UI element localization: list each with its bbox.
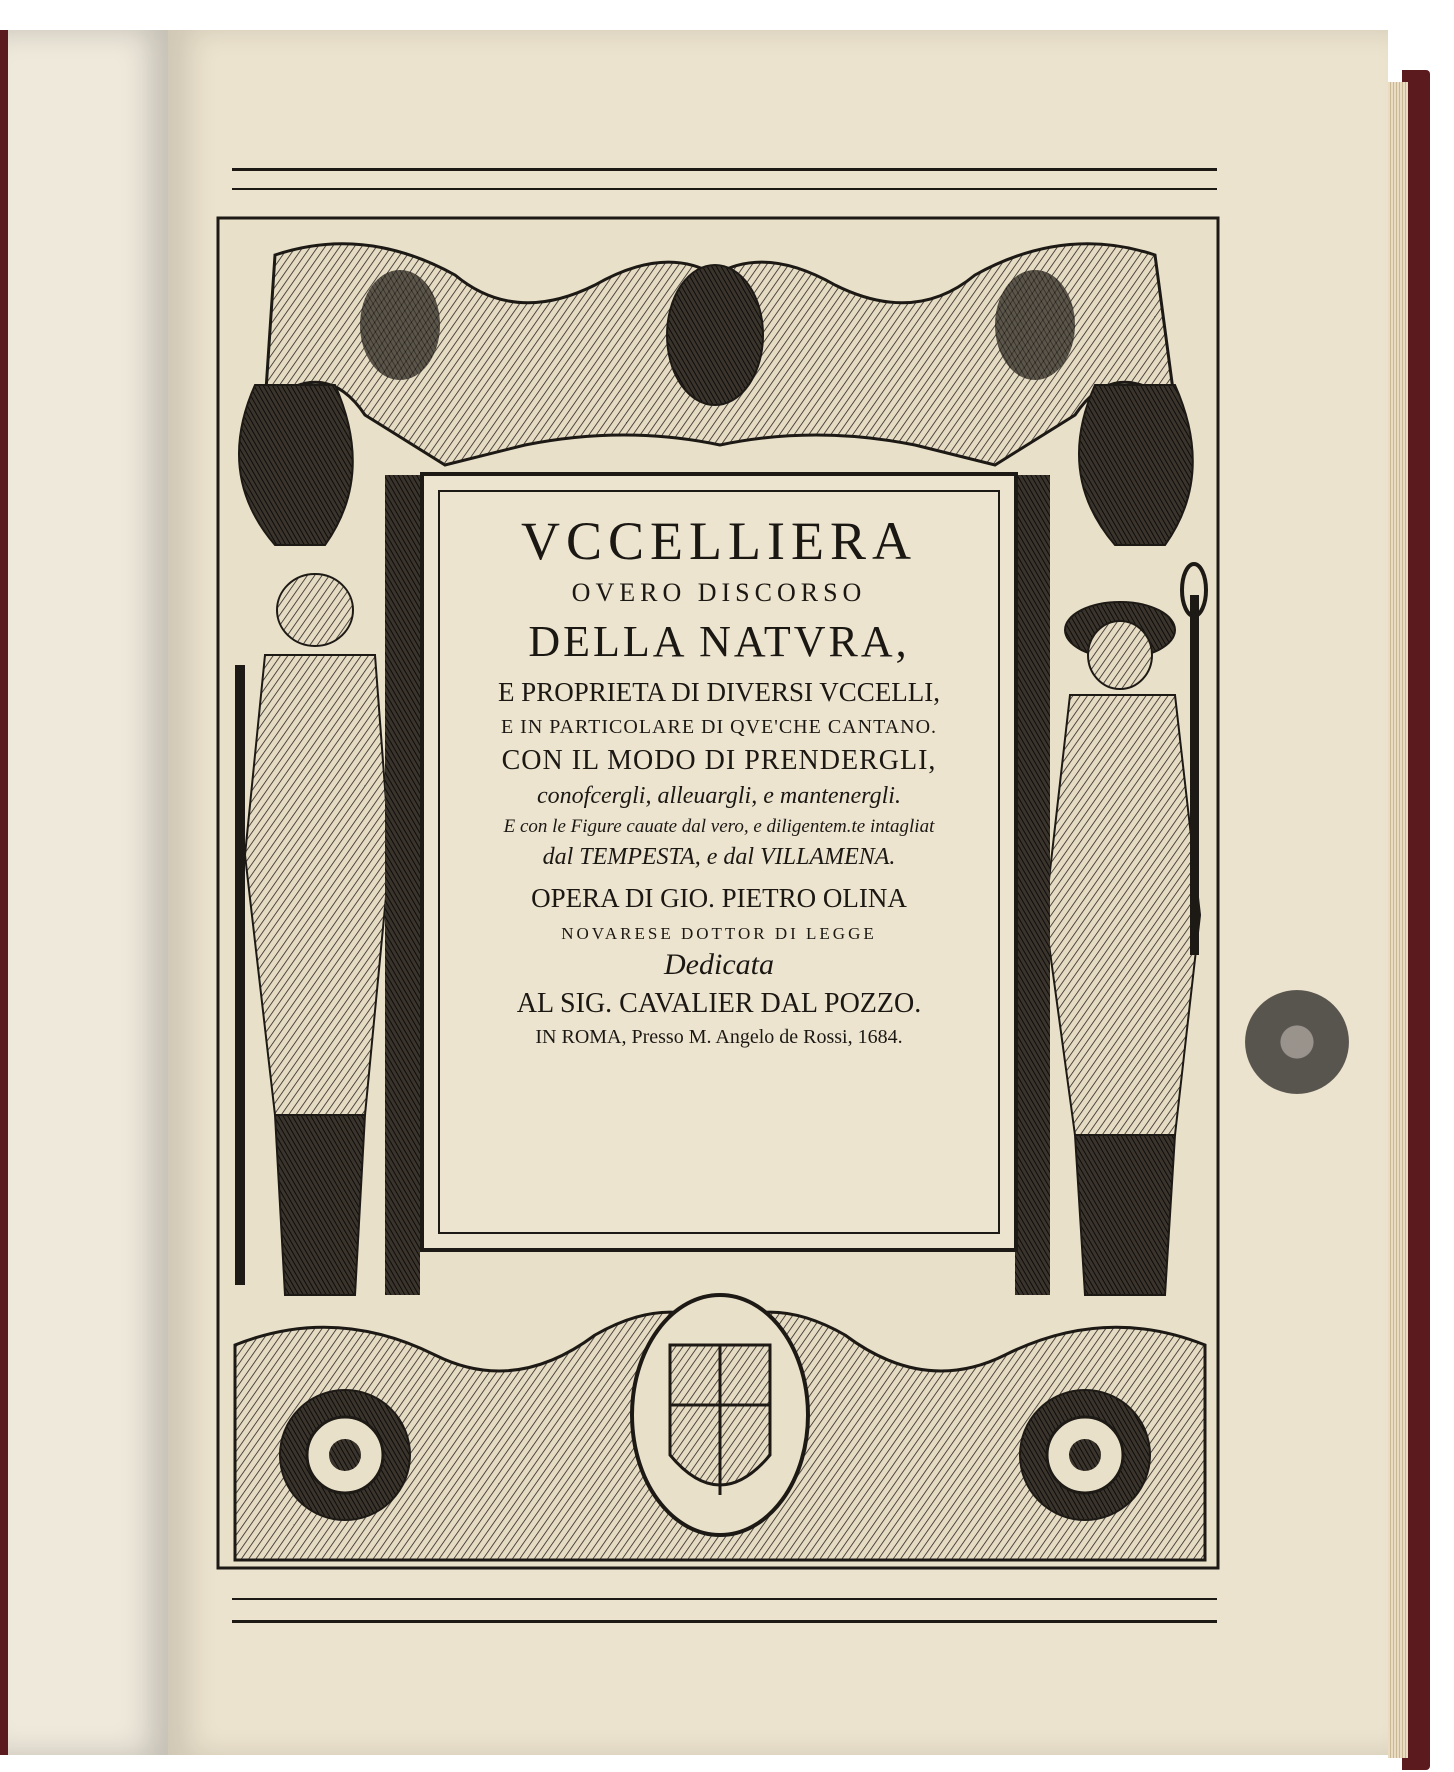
author-line: OPERA DI GIO. PIETRO OLINA <box>531 883 907 913</box>
engravers-names: dal TEMPESTA, e dal VILLAMENA. <box>542 844 896 870</box>
imprint: IN ROMA, Presso M. Angelo de Rossi, 1684. <box>535 1026 903 1048</box>
subtitle-line: OVERO DISCORSO <box>571 578 867 607</box>
top-rule-2 <box>232 188 1217 190</box>
subtitle-line: conofcergli, alleuargli, e mantenergli. <box>537 783 901 809</box>
subtitle-line: E IN PARTICOLARE DI QVE'CHE CANTANO. <box>500 716 938 738</box>
subtitle-line: E PROPRIETA DI DIVERSI VCCELLI, <box>497 677 941 707</box>
main-title: VCCELLIERA <box>521 511 917 571</box>
engravers-line: E con le Figure cauate dal vero, e diligentem.te intagliat <box>503 816 935 837</box>
library-stamp <box>1245 990 1349 1094</box>
open-book <box>0 30 1430 1755</box>
bottom-rule-2 <box>232 1620 1217 1623</box>
dedication-label: Dedicata <box>664 948 774 981</box>
title-text-block <box>438 490 1000 1234</box>
title-cartouche <box>420 472 1018 1252</box>
dedicatee: AL SIG. CAVALIER DAL POZZO. <box>516 988 922 1019</box>
top-rule-1 <box>232 168 1217 171</box>
author-title: NOVARESE DOTTOR DI LEGGE <box>561 924 877 943</box>
left-page <box>0 30 168 1755</box>
subtitle-line: CON IL MODO DI PRENDERGLI, <box>501 745 937 776</box>
bottom-rule-1 <box>232 1598 1217 1600</box>
subtitle-line: DELLA NATVRA, <box>528 617 910 666</box>
page-edges <box>1388 82 1408 1758</box>
